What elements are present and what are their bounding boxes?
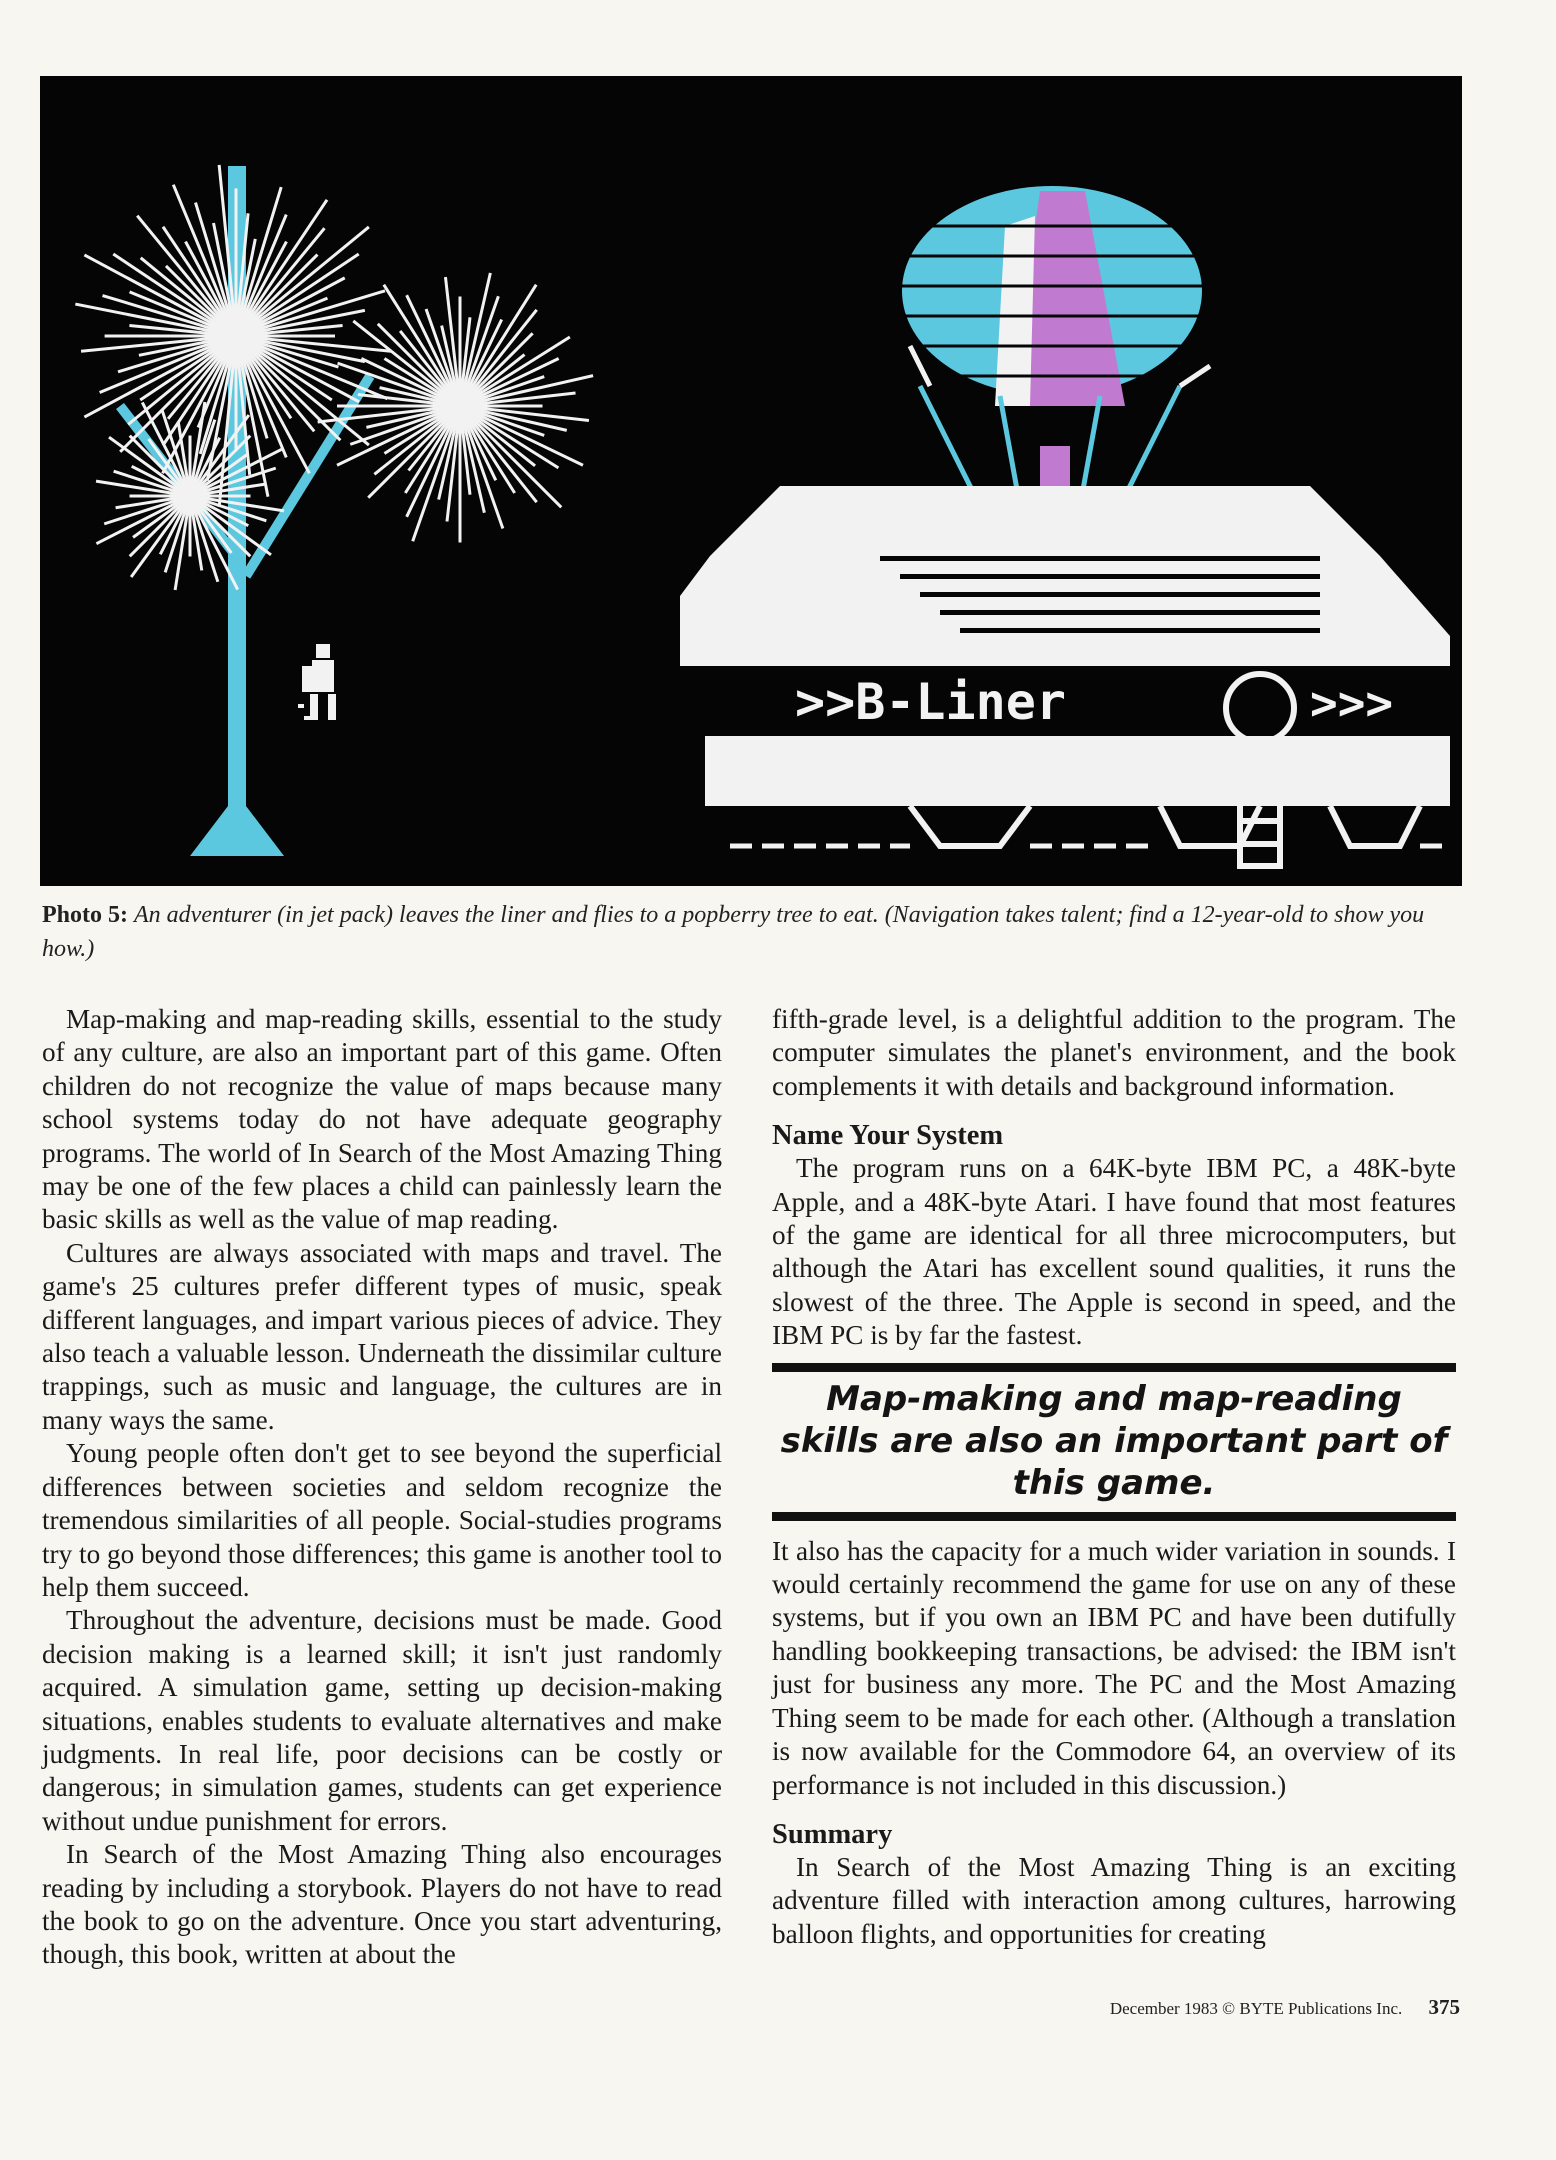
game-screen-graphic bbox=[40, 76, 1462, 886]
footer-credit: December 1983 © BYTE Publications Inc. bbox=[1109, 1999, 1403, 2018]
page-footer bbox=[1110, 1995, 1460, 2020]
page-number: 375 bbox=[1428, 1995, 1460, 2019]
section-heading-name-your-system: Name Your System bbox=[772, 1120, 1004, 1152]
photo-caption bbox=[42, 898, 1462, 966]
pull-quote: Map-making and map-reading skills are also an important part of this game. bbox=[772, 1363, 1456, 1521]
body-paragraph-continued: fifth-grade level, is a delightful addition to the program. The computer simulates the planet's environment, and the book complements it with details and background information. bbox=[772, 1004, 1456, 1101]
body-paragraph: The program runs on a 64K-byte IBM PC, a 48K-byte Apple, and a 48K-byte Atari. I have found that most features of the game are identical for all three microcomputers, but although the Atari has excellent sound qualities, it runs the slowest of the three. The Apple is second in speed, and the IBM PC is by far the fastest. bbox=[772, 1153, 1456, 1351]
liner-arrows-text: >>> bbox=[1310, 676, 1394, 730]
section-heading-summary: Summary bbox=[772, 1818, 893, 1850]
body-paragraph: It also has the capacity for a much wider variation in sounds. I would certainly recommend the game for use on any of these systems, but if you own an IBM PC and have been dutifully handling bookkeeping transactions, be advised: the IBM isn't just for business any more. The PC and the Most Amazing Thing seem to be made for each other. (Although a translation is now available for the Commodore 64, an overview of its performance is not included in this discussion.) bbox=[772, 1535, 1456, 1800]
caption-lead: Photo 5: bbox=[42, 902, 128, 928]
body-paragraph: Map-making and map-reading skills, essential to the study of any culture, are also an important part of this game. Often children do not recognize the value of maps because many school systems today do not have adequate geography programs. The world of In Search of the Most Amazing Thing may be one of the few places a child can painlessly learn the basic skills as well as the value of map reading. bbox=[42, 1004, 722, 1235]
caption-text: An adventurer (in jet pack) leaves the liner and flies to a popberry tree to eat. (Navigation takes talent; find a 12-year-old to show you how.) bbox=[42, 902, 1425, 962]
body-paragraph: In Search of the Most Amazing Thing also encourages reading by including a storybook. Players do not have to read the book to go on the adventure. Once you start adventuring, though, this book, written at about the bbox=[42, 1839, 722, 1970]
body-paragraph: Throughout the adventure, decisions must be made. Good decision making is a learned skill; it isn't just randomly acquired. A simulation game, setting up decision-making situations, enables students to evaluate alternatives and make judgments. In real life, poor decisions can be costly or dangerous; in simulation games, students can get experience without undue punishment for errors. bbox=[42, 1605, 722, 1836]
body-paragraph: Cultures are always associated with maps and travel. The game's 25 cultures prefer different types of music, speak different languages, and impart various pieces of advice. They also teach a valuable lesson. Underneath the dissimilar culture trappings, such as music and language, the cultures are in many ways the same. bbox=[42, 1237, 722, 1435]
body-paragraph: In Search of the Most Amazing Thing is an exciting adventure filled with interaction among cultures, harrowing balloon flights, and opportunities for creating bbox=[772, 1851, 1456, 1949]
liner-name-text: >>B-Liner bbox=[795, 673, 1066, 731]
left-column bbox=[42, 1003, 722, 1972]
game-screenshot-photo bbox=[40, 76, 1462, 886]
body-paragraph: Young people often don't get to see beyond the superficial differences between societies and seldom recognize the tremendous similarities of all people. Social-studies programs try to go beyond those differences; this game is another tool to help them succeed. bbox=[42, 1438, 722, 1602]
right-column bbox=[772, 1003, 1456, 1951]
